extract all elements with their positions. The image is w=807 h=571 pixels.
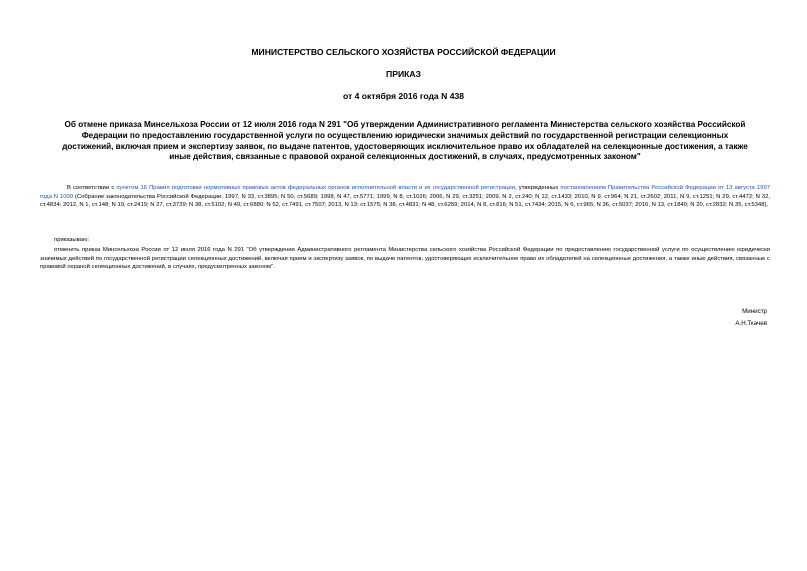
ministry-name: МИНИСТЕРСТВО СЕЛЬСКОГО ХОЗЯЙСТВА РОССИЙСКОЙ ФЕДЕРАЦИИ [251,47,556,57]
legal-basis-paragraph [40,184,770,210]
basis-prefix: В соответствии с [67,185,117,191]
document-title: Об отмене приказа Минсельхоза России от 12 июля 2016 года N 291 "Об утверждении Административного регламента Министерства сельского хозяйства Российской Федерации по предоставлению государственной услуги по осуществлению юридически значимых действий по государственной регистрации селекционных достижений, включая прием и экспертизу заявок, по выдаче патентов, удостоверяющих исключительное право их обладателей на селекционные достижения, а также иные действия, связанные с правовой охраной селекционных достижений, в случаях, предусмотренных законом" [62,120,748,162]
signatory-position: Министр [742,308,767,315]
resolution-link[interactable]: постановлением Правительства Российской Федерации от 13 августа 1997 года N 1009 [40,185,770,200]
rules-link[interactable]: пунктом 16 Правил подготовки нормативных правовых актов федеральных органов исполнительной власти и их государственной регистрации [116,185,516,191]
decree-text: отменить приказ Минсельхоза России от 12 июля 2016 года N 291 "Об утверждении Административного регламента Министерства сельского хозяйства Российской Федерации по предоставлению государственной услуги по осуществлению юридически значимых действий по государственной регистрации селекционных достижений, включая прием и экспертизу заявок, по выдаче патентов, удостоверяющих исключительное право их обладателей на селекционные достижения, а также иные действия, связанные с правовой охраной селекционных достижений, в случаях, предусмотренных законом". [40,247,770,271]
document-type: ПРИКАЗ [386,69,421,79]
basis-middle: , утвержденных [515,185,561,191]
decree-word: приказываю: [54,237,90,243]
basis-suffix: (Собрание законодательства Российской Федерации, 1997, N 33, ст.3895; N 50, ст.5689; 1998, N 47, ст.5771; 1999, N 8, ст.1026; 2006, N 29, ст.3251; 2009, N 2, ст.240; N 12, ст.1433; 2010, N 9, ст.964; N 21, ст.2602; 2011, N 9, ст.1251; N 29, ст.4472; N 32, ст.4834; 2012, N 1, ст.148; N 19, ст.2419; N 27, ст.3739; N 38, ст.5102; N 49, ст.6880; N 52, ст.7491, ст.7507; 2013, N 13; ст.1575; N 38, ст.4831; N 48, ст.6259; 2014, N 8, ст.816; N 51, ст.7434; 2015, N 6, ст.965; N 36, ст.5037; 2016, N 13, ст.1840; N 20, ст.2832; N 35, ст.5348), [40,193,770,209]
signatory-name: А.Н.Ткачев [735,320,767,327]
document-date-number: от 4 октября 2016 года N 438 [342,91,465,101]
